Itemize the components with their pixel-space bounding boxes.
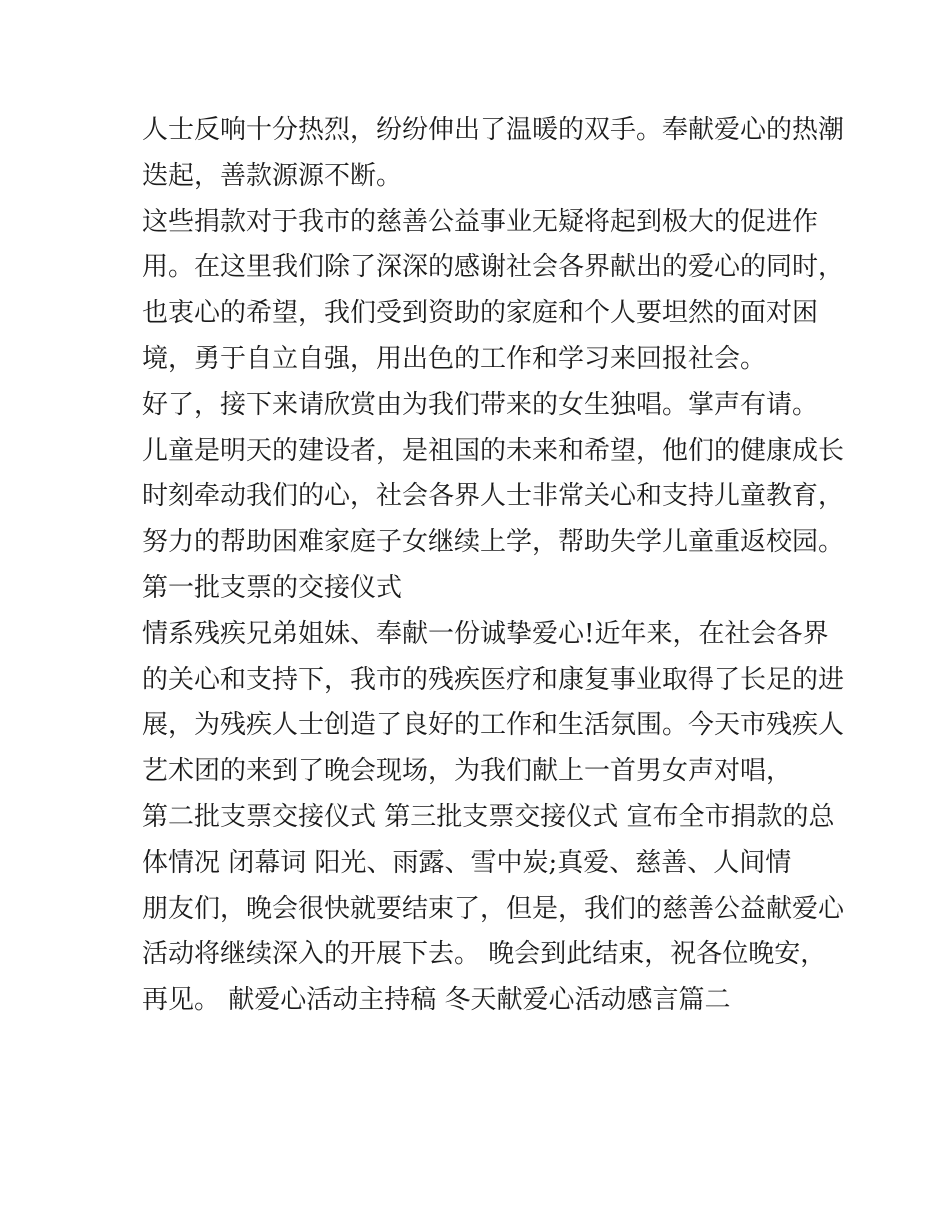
- text-line: 展，为残疾人士创造了良好的工作和生活氛围。今天市残疾人: [142, 710, 845, 741]
- text-line: 体情况 闭幕词 阳光、雨露、雪中炭;真爱、慈善、人间情: [142, 847, 792, 878]
- text-line: 人士反响十分热烈，纷纷伸出了温暖的双手。奉献爱心的热潮: [142, 115, 845, 145]
- document-body: [142, 108, 845, 1024]
- text-line: 情系残疾兄弟姐妹、奉献一份诚挚爱心!近年来，在社会各界: [142, 618, 829, 649]
- text-line: 的关心和支持下，我市的残疾医疗和康复事业取得了长足的进: [142, 664, 845, 695]
- text-line: 也衷心的希望，我们受到资助的家庭和个人要坦然的面对困: [142, 298, 819, 329]
- text-line: 第二批支票交接仪式 第三批支票交接仪式 宣布全市捐款的总: [142, 801, 835, 832]
- text-line: 境，勇于自立自强，用出色的工作和学习来回报社会。: [142, 343, 767, 374]
- text-line: 努力的帮助困难家庭子女继续上学，帮助失学儿童重返校园。: [142, 527, 845, 558]
- text-line: 活动将继续深入的开展下去。 晚会到此结束，祝各位晚安，: [142, 939, 827, 970]
- text-line: 好了，接下来请欣赏由为我们带来的女生独唱。掌声有请。: [142, 389, 819, 420]
- text-line: 再见。 献爱心活动主持稿 冬天献爱心活动感言篇二: [142, 985, 731, 1016]
- text-line: 儿童是明天的建设者，是祖国的未来和希望，他们的健康成长: [142, 435, 845, 466]
- text-line: 时刻牵动我们的心，社会各界人士非常关心和支持儿童教育，: [142, 481, 845, 512]
- text-line: 朋友们，晚会很快就要结束了，但是，我们的慈善公益献爱心: [142, 893, 845, 924]
- section-heading: 第一批支票的交接仪式: [142, 572, 403, 603]
- text-line: 这些捐款对于我市的慈善公益事业无疑将起到极大的促进作: [142, 206, 819, 237]
- text-line: 用。在这里我们除了深深的感谢社会各界献出的爱心的同时，: [142, 252, 845, 283]
- text-line: 迭起，善款源源不断。: [142, 160, 403, 191]
- text-line: 艺术团的来到了晚会现场，为我们献上一首男女声对唱，: [142, 756, 793, 787]
